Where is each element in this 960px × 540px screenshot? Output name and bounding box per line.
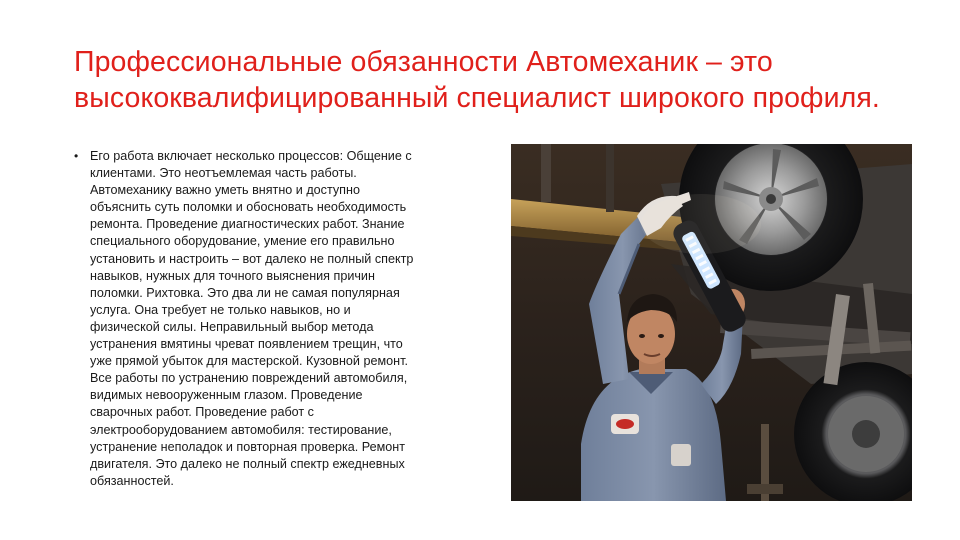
body-line: Все работы по устранению повреждений автомобиля, (90, 371, 408, 386)
slide-title-line-2: высококвалифицированный специалист широкого профиля. (74, 82, 880, 114)
slide-title-line-1: Профессиональные обязанности Автомеханик – это (74, 46, 773, 78)
body-line: ремонта. Проведение диагностических работ. Знание (90, 217, 405, 232)
body-line: двигателя. Это далеко не полный спектр ежедневных (90, 456, 405, 471)
body-line: Его работа включает несколько процессов: Общение с (90, 149, 412, 163)
body-line: объяснить суть поломки и обосновать необходимость (90, 200, 407, 215)
mechanic-under-car-illustration (511, 144, 912, 501)
body-line: установить и настроить – вот далеко не полный спектр (90, 251, 414, 266)
body-line: клиентами. Это неотъемлемая часть работы. (90, 166, 357, 181)
body-line: уже прямой убыток для мастерской. Кузовной ремонт. (90, 354, 408, 369)
body-line: услуга. Она требует не только навыков, но и (90, 302, 351, 317)
body-line: физической силы. Неправильный выбор метода (90, 319, 374, 334)
body-line: поломки. Рихтовка. Это два ли не самая популярная (90, 285, 400, 300)
mechanic-photo (511, 144, 912, 501)
bullet-marker: • (74, 149, 79, 163)
body-line: специального оборудование, умение его правильно (90, 234, 395, 249)
slide-body (74, 148, 474, 490)
body-line: Автомеханику важно уметь внятно и доступно (90, 183, 360, 198)
body-line: навыков, нужных для точного выяснения причин (90, 268, 375, 283)
body-line: устранения вмятины чреват появлением трещин, что (90, 337, 403, 352)
body-line: электрооборудованием автомобиля: тестирование, (90, 422, 392, 437)
body-line: обязанностей. (90, 473, 174, 488)
body-line: видимых невооруженным глазом. Проведение (90, 388, 363, 403)
body-line: устранение неполадок и повторная проверка. Ремонт (90, 439, 405, 454)
body-line: сварочных работ. Проведение работ с (90, 405, 314, 420)
slide-title (74, 44, 914, 116)
bullet-text (90, 148, 474, 490)
